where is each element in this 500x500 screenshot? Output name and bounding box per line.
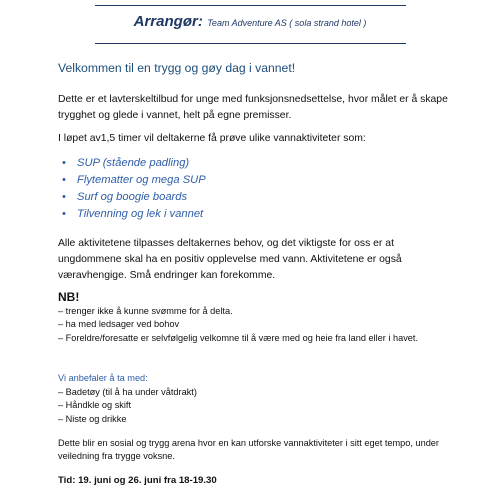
- list-item: [58, 189, 206, 206]
- recommend-line: – Niste og drikke: [58, 413, 127, 424]
- closing-paragraph: Dette blir en sosial og trygg arena hvor en kan utforske vannaktiviteter i sitt eget tempo, under veiledning fra trygge voksne.: [58, 438, 439, 462]
- recommend-title: Vi anbefaler å ta med:: [58, 373, 148, 383]
- activity-label: Surf og boogie boards: [77, 191, 188, 203]
- nb-line: – Foreldre/foresatte er selvfølgelig velkomne til å være med og heie fra land eller i havet.: [58, 332, 419, 343]
- welcome-heading: Velkommen til en trygg og gøy dag i vannet!: [58, 61, 296, 75]
- event-time: Tid: 19. juni og 26. juni fra 18-19.30: [58, 475, 217, 486]
- bullet-icon: •: [62, 157, 66, 169]
- recommend-line: – Håndkle og skift: [58, 400, 132, 411]
- activities-intro: I løpet av1,5 timer vil deltakerne få prøve ulike vannaktiviteter som:: [58, 133, 366, 144]
- bullet-icon: •: [62, 174, 66, 186]
- activities-list: [58, 155, 206, 223]
- list-item: [58, 206, 206, 223]
- organizer-label: Arrangør:: [133, 13, 203, 30]
- nb-line: – trenger ikke å kunne svømme for å delta.: [58, 306, 233, 316]
- activity-label: Flytematter og mega SUP: [77, 174, 206, 186]
- organizer-header: [0, 13, 500, 31]
- adaptation-paragraph: Alle aktivitetene tilpasses deltakernes behov, og det viktigste for oss er at ungdommene skal ha en positiv opplevelse med vann. Aktivitetene er også væravhengige. Små endringer kan forekomme.: [58, 238, 402, 281]
- organizer-name: Team Adventure AS ( sola strand hotel ): [207, 18, 367, 28]
- recommend-list: [58, 386, 458, 426]
- bullet-icon: •: [62, 208, 66, 220]
- list-item: [58, 155, 206, 172]
- nb-line: – ha med ledsager ved bohov: [58, 319, 180, 330]
- recommend-line: – Badetøy (til å ha under våtdrakt): [58, 387, 197, 397]
- header-top-rule: [95, 5, 406, 6]
- list-item: [58, 172, 206, 189]
- nb-notes: [58, 305, 458, 345]
- header-bottom-rule: [95, 43, 406, 44]
- activity-label: Tilvenning og lek i vannet: [77, 208, 204, 220]
- intro-paragraph: Dette er et lavterskeltilbud for unge med funksjonsnedsettelse, hvor målet er å skape trygghet og glede i vannet, helt på egne premisser.: [58, 94, 448, 121]
- bullet-icon: •: [62, 191, 66, 203]
- nb-title: NB!: [58, 290, 80, 304]
- activity-label: SUP (stående padling): [77, 157, 190, 169]
